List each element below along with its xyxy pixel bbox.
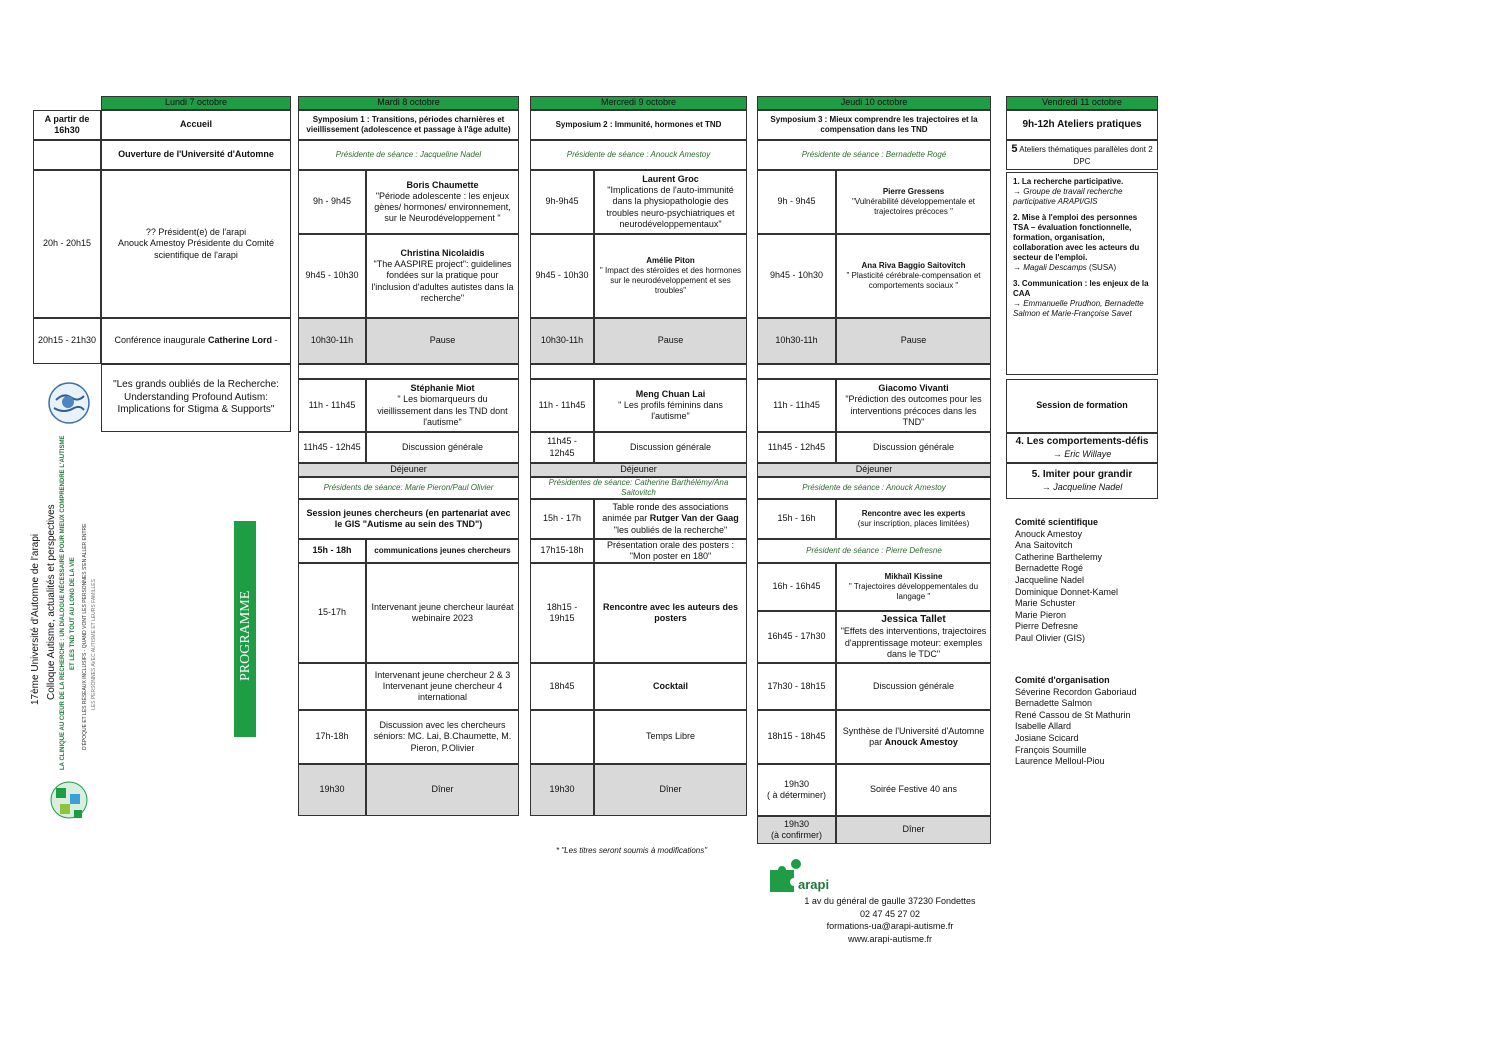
thu-discussion: Discussion générale (836, 432, 991, 463)
thu-synthesis-a: Synthèse de l'Université d'Automne par (842, 725, 985, 747)
tue-time-3: 10h30-11h (298, 318, 366, 364)
scientific-committee (1015, 517, 1118, 645)
sidebar-title-1: 17ème Université d'Automne de l'arapi (30, 533, 41, 705)
thu-experts-a: Rencontre avec les experts (861, 509, 966, 518)
wed-time-1: 9h-9h45 (530, 170, 594, 234)
thu-synthesis (836, 710, 991, 764)
wed-roundtable-a: Table ronde des associations animée par (602, 502, 729, 524)
thu-talk-4 (836, 379, 991, 432)
phone: 02 47 45 27 02 (859, 908, 921, 919)
thu-synthesis-b: Anouck Amestoy (884, 737, 958, 747)
sci-member: Ana Saitovitch (1015, 540, 1073, 551)
tue-young-session: Session jeunes chercheurs (en partenariat avec le GIS "Autisme au sein des TND") (298, 499, 519, 539)
thu-time-12b: (à confirmer) (770, 830, 822, 840)
tue-young-comms: communications jeunes chercheurs (366, 539, 519, 563)
fri-w4-title: 4. Les comportements-défis (1015, 436, 1149, 448)
org-member: Josiane Scicard (1015, 732, 1079, 743)
thu-time-4: 11h - 11h45 (757, 379, 836, 432)
wed-symposium: Symposium 2 : Immunité, hormones et TND (530, 110, 747, 140)
wed-posters-meet: Rencontre avec les auteurs des posters (594, 563, 747, 663)
fri-w5 (1006, 463, 1158, 499)
tue-pause: Pause (366, 318, 519, 364)
sci-member: Dominique Donnet-Kamel (1015, 586, 1119, 597)
thu-speaker-7: Mikhaïl Kissine (884, 572, 943, 581)
fri-w3-title: 3. Communication : les enjeux de la CAA (1013, 279, 1149, 298)
thu-talk-1 (836, 170, 991, 234)
thu-title-8: "Effets des interventions, trajectoires d'apprentissage moteur: exemples dans le TDC" (840, 626, 987, 659)
tue-time-6: 15h - 18h (298, 539, 366, 563)
wed-talk-4 (594, 379, 747, 432)
thu-speaker-2: Ana Riva Baggio Saitovitch (861, 261, 966, 270)
wed-title-1: "Implications de l'auto-immunité dans la physiopathologie des troubles neuro-psychiatriques et neurodéveloppementaux" (606, 185, 735, 229)
sci-member: Anouck Amestoy (1015, 528, 1083, 539)
wed-title-4: " Les profils féminins dans l'autisme" (618, 399, 723, 422)
tue-time-7: 15-17h (298, 563, 366, 663)
mon-time-4: 20h15 - 21h30 (33, 318, 101, 364)
org-member: François Soumille (1015, 744, 1087, 755)
thu-time-7: 16h - 16h45 (757, 563, 836, 611)
sci-member: Paul Olivier (GIS) (1015, 632, 1086, 643)
wed-time-3: 10h30-11h (530, 318, 594, 364)
sidebar-logo-bottom (44, 770, 94, 836)
wed-cocktail: Cocktail (594, 663, 747, 710)
tue-title-4: " Les biomarqueurs du vieillissement dans les TND dont l'autisme" (377, 394, 508, 427)
wed-time-10: 19h30 (530, 764, 594, 816)
mon-event-3a: ?? Président(e) de l'arapi (145, 227, 247, 238)
day-header-wednesday: Mercredi 9 octobre (530, 96, 747, 110)
organizing-committee (1015, 675, 1137, 768)
thu-title-7: " Trajectoires développementales du langage " (848, 582, 979, 601)
tue-dinner: Dîner (366, 764, 519, 816)
tue-time-4: 11h - 11h45 (298, 379, 366, 432)
thu-time-10: 18h15 - 18h45 (757, 710, 836, 764)
mon-event-4a: Conférence inaugurale (114, 335, 209, 346)
mon-event-2: Ouverture de l'Université d'Automne (101, 140, 291, 170)
fri-w2-title: 2. Mise à l'emploi des personnes TSA – évaluation fonctionnelle, formation, organisation, collaboration avec les acteurs du secteur de l'emploi. (1013, 213, 1140, 262)
fri-training-session: Session de formation (1006, 379, 1158, 433)
thu-talk-2 (836, 234, 991, 318)
fri-w2-org: (SUSA) (1086, 263, 1117, 272)
thu-time-11 (757, 764, 836, 816)
thu-experts-b: (sur inscription, places limitées) (857, 519, 970, 528)
wed-pause: Pause (594, 318, 747, 364)
globe-logo-icon (44, 378, 94, 428)
thu-chair-3: Président de séance : Pierre Defresne (757, 539, 991, 563)
mon-event-4b: Catherine Lord (208, 335, 273, 346)
tue-speaker-1: Boris Chaumette (406, 179, 479, 190)
tue-discussion: Discussion générale (366, 432, 519, 463)
org-member: Isabelle Allard (1015, 721, 1072, 732)
mon-time-1: A partir de 16h30 (33, 110, 101, 140)
wed-speaker-2: Amélie Piton (646, 256, 695, 265)
sidebar-title-6: LES PERSONNES AVEC AUTISME ET LEURS FAMILLES (91, 579, 97, 710)
day-header-tuesday: Mardi 8 octobre (298, 96, 519, 110)
wed-title-2: " Impact des stéroïdes et des hormones sur le neurodéveloppement et ses troubles" (599, 266, 742, 295)
thu-discussion-2: Discussion générale (836, 663, 991, 710)
fri-w1-title: 1. La recherche participative. (1013, 177, 1124, 186)
wed-time-4: 11h - 11h45 (530, 379, 594, 432)
sidebar-logo-top (44, 378, 94, 428)
mon-event-5: "Les grands oubliés de la Recherche: Understanding Profound Autism: Implications for Stigma & Supports" (101, 364, 291, 432)
tue-title-1: "Période adolescente : les enjeux gènes/ hormones/ environnement, sur le Neurodéveloppement " (374, 190, 511, 224)
thu-experts (836, 499, 991, 539)
tue-young-2: Intervenant jeune chercheur 2 & 3 Intervenant jeune chercheur 4 international (366, 663, 519, 710)
sci-member: Pierre Defresne (1015, 621, 1079, 632)
email-link[interactable]: formations-ua@arapi-autisme.fr (826, 921, 954, 931)
tue-chair-2: Présidents de séance: Marie Pieron/Paul Olivier (298, 477, 519, 499)
tue-lunch: Déjeuner (298, 463, 519, 477)
thu-lunch: Déjeuner (757, 463, 991, 477)
thu-time-1: 9h - 9h45 (757, 170, 836, 234)
thu-chair: Présidente de séance : Bernadette Rogé (757, 140, 991, 170)
wed-time-6: 15h - 17h (530, 499, 594, 539)
wed-talk-2 (594, 234, 747, 318)
sci-member: Marie Schuster (1015, 598, 1076, 609)
scientific-committee-title: Comité scientifique (1015, 517, 1099, 527)
tue-speaker-2: Christina Nicolaidis (400, 247, 485, 258)
wed-talk-1 (594, 170, 747, 234)
fri-workshops: 9h-12h Ateliers pratiques (1006, 110, 1158, 140)
thu-chair-2: Présidente de séance : Anouck Amestoy (757, 477, 991, 499)
wed-lunch: Déjeuner (530, 463, 747, 477)
mon-event-4c: - (272, 335, 278, 346)
tue-gap (298, 364, 519, 379)
tue-time-9: 17h-18h (298, 710, 366, 764)
address-block (790, 895, 990, 945)
wed-discussion: Discussion générale (594, 432, 747, 463)
fri-workshop-list (1006, 172, 1158, 375)
thu-title-4: "Prédiction des outcomes pour les interventions précoces dans les TND" (845, 394, 982, 427)
day-header-thursday: Jeudi 10 octobre (757, 96, 991, 110)
website-link[interactable]: www.arapi-autisme.fr (847, 933, 933, 944)
mon-time-3: 20h - 20h15 (33, 170, 101, 318)
thu-time-8: 16h45 - 17h30 (757, 611, 836, 663)
mon-event-3b: Anouck Amestoy Présidente du Comité scientifique de l'arapi (117, 238, 275, 260)
org-member: René Cassou de St Mathurin (1015, 709, 1131, 720)
thu-time-2: 9h45 - 10h30 (757, 234, 836, 318)
tue-speaker-4: Stéphanie Miot (410, 383, 475, 393)
wed-time-9: 18h45 (530, 663, 594, 710)
tue-talk-4 (366, 379, 519, 432)
wed-chair: Présidente de séance : Anouck Amestoy (530, 140, 747, 170)
sci-member: Marie Pieron (1015, 609, 1067, 620)
org-member: Bernadette Salmon (1015, 698, 1093, 709)
tue-title-2: "The AASPIRE project": guidelines fondées sur la pratique pour l'inclusion d'adultes autistes dans la recherche" (371, 259, 514, 303)
thu-title-2: " Plasticité cérébrale-compensation et comportements sociaux " (846, 271, 981, 290)
wed-time-2: 9h45 - 10h30 (530, 234, 594, 318)
sci-member: Bernadette Rogé (1015, 563, 1084, 574)
thu-dinner: Dîner (836, 816, 991, 844)
day-header-monday: Lundi 7 octobre (101, 96, 291, 110)
tue-time-5: 11h45 - 12h45 (298, 432, 366, 463)
wed-free-time: Temps Libre (594, 710, 747, 764)
fri-w2-lead: → Magali Descamps (1013, 263, 1087, 272)
org-member: Séverine Recordon Gaboriaud (1015, 686, 1137, 697)
thu-talk-7 (836, 563, 991, 611)
wed-gap (530, 364, 747, 379)
thu-pause: Pause (836, 318, 991, 364)
address-line: 1 av du général de gaulle 37230 Fondettes (804, 896, 976, 906)
tue-young-1: Intervenant jeune chercheur lauréat webinaire 2023 (366, 563, 519, 663)
mon-event-4 (101, 318, 291, 364)
programme-label: PROGRAMME (238, 590, 253, 681)
tue-symposium: Symposium 1 : Transitions, périodes charnières et vieillissement (adolescence et passage à l'âge adulte) (298, 110, 519, 140)
tue-talk-2 (366, 234, 519, 318)
fri-w4 (1006, 433, 1158, 463)
sci-member: Jacqueline Nadel (1015, 574, 1085, 585)
thu-time-3: 10h30-11h (757, 318, 836, 364)
day-header-friday: Vendredi 11 octobre (1006, 96, 1158, 110)
thu-speaker-1: Pierre Gressens (882, 187, 945, 196)
thu-gap (757, 364, 991, 379)
fri-w3-lead: → Emmanuelle Prudhon, Bernadette Salmon et Marie-Françoise Savet (1013, 299, 1144, 318)
sidebar-title-5: D'ÉPOQUE ET LES RÉSEAUX INCLUSIFS - QUAND VONT LES PERSONNES S'EN ALLER ENTRE (82, 523, 88, 750)
thu-time-11b: ( à déterminer) (766, 790, 827, 800)
tue-time-8 (298, 663, 366, 710)
thu-time-12 (757, 816, 836, 844)
fri-w1-lead: → Groupe de travail recherche participative ARAPI/GIS (1013, 187, 1123, 206)
wed-speaker-1: Laurent Groc (642, 173, 699, 184)
thu-time-9: 17h30 - 18h15 (757, 663, 836, 710)
tue-time-2: 9h45 - 10h30 (298, 234, 366, 318)
mon-event-1: Accueil (101, 110, 291, 140)
org-member: Laurence Melloul-Piou (1015, 756, 1105, 767)
mon-event-3 (101, 170, 291, 318)
titles-note: * "Les titres seront soumis à modifications" (556, 846, 708, 855)
wed-roundtable (594, 499, 747, 539)
fri-workshops-text: Ateliers thématiques parallèles dont 2 DPC (1017, 145, 1153, 166)
sidebar-title-4: ET LES TND TOUT AU LONG DE LA VIE (70, 557, 76, 670)
thu-title-1: "Vulnérabilité développementale et trajectoires précoces " (851, 197, 976, 216)
wed-time-5: 11h45 - 12h45 (530, 432, 594, 463)
sci-member: Catherine Barthelemy (1015, 551, 1103, 562)
thu-speaker-8: Jessica Tallet (881, 613, 946, 625)
fri-workshops-count (1006, 140, 1158, 170)
thu-time-6: 15h - 16h (757, 499, 836, 539)
thu-talk-8 (836, 611, 991, 663)
wed-time-8: 18h15 - 19h15 (530, 563, 594, 663)
thu-time-11a: 19h30 (783, 778, 810, 789)
arapi-brand: arapi (798, 877, 830, 892)
puzzle-logo-icon (44, 770, 94, 836)
wed-roundtable-b: Rutger Van der Gaag (649, 513, 739, 524)
sidebar-title-2: Colloque Autisme, actualités et perspectives (46, 504, 57, 700)
thu-time-12a: 19h30 (783, 818, 810, 829)
mon-time-2 (33, 140, 101, 170)
programme-banner (234, 521, 256, 737)
organizing-committee-title: Comité d'organisation (1015, 675, 1110, 685)
sidebar-title-3: LA CLINIQUE AU CŒUR DE LA RECHERCHE : UN DIALOGUE NÉCESSAIRE POUR MIEUX COMPRENDRE L'AUTISME (60, 435, 66, 770)
tue-senior-discussion: Discussion avec les chercheurs séniors: MC. Lai, B.Chaumette, M. Pieron, P.Olivier (366, 710, 519, 764)
fri-w4-lead: → Eric Willaye (1052, 448, 1112, 459)
tue-time-1: 9h - 9h45 (298, 170, 366, 234)
fri-w5-lead: → Jacqueline Nadel (1041, 481, 1123, 492)
tue-chair: Présidente de séance : Jacqueline Nadel (298, 140, 519, 170)
wed-chair-2: Présidentes de séance: Catherine Barthélémy/Ana Saitovitch (530, 477, 747, 499)
wed-time-7: 17h15-18h (530, 539, 594, 563)
tue-time-10: 19h30 (298, 764, 366, 816)
wed-roundtable-c: "les oubliés de la recherche" (613, 524, 728, 535)
thu-time-5: 11h45 - 12h45 (757, 432, 836, 463)
wed-posters-oral: Présentation orale des posters : "Mon poster en 180" (594, 539, 747, 563)
wed-speaker-4: Meng Chuan Lai (635, 388, 706, 399)
fri-w5-title: 5. Imiter pour grandir (1031, 469, 1133, 481)
wed-time-free (530, 710, 594, 764)
thu-symposium: Symposium 3 : Mieux comprendre les trajectoires et la compensation dans les TND (757, 110, 991, 140)
fri-workshops-num: 5 (1011, 143, 1018, 156)
thu-speaker-4: Giacomo Vivanti (878, 383, 949, 393)
thu-party: Soirée Festive 40 ans (836, 764, 991, 816)
wed-dinner: Dîner (594, 764, 747, 816)
tue-talk-1 (366, 170, 519, 234)
